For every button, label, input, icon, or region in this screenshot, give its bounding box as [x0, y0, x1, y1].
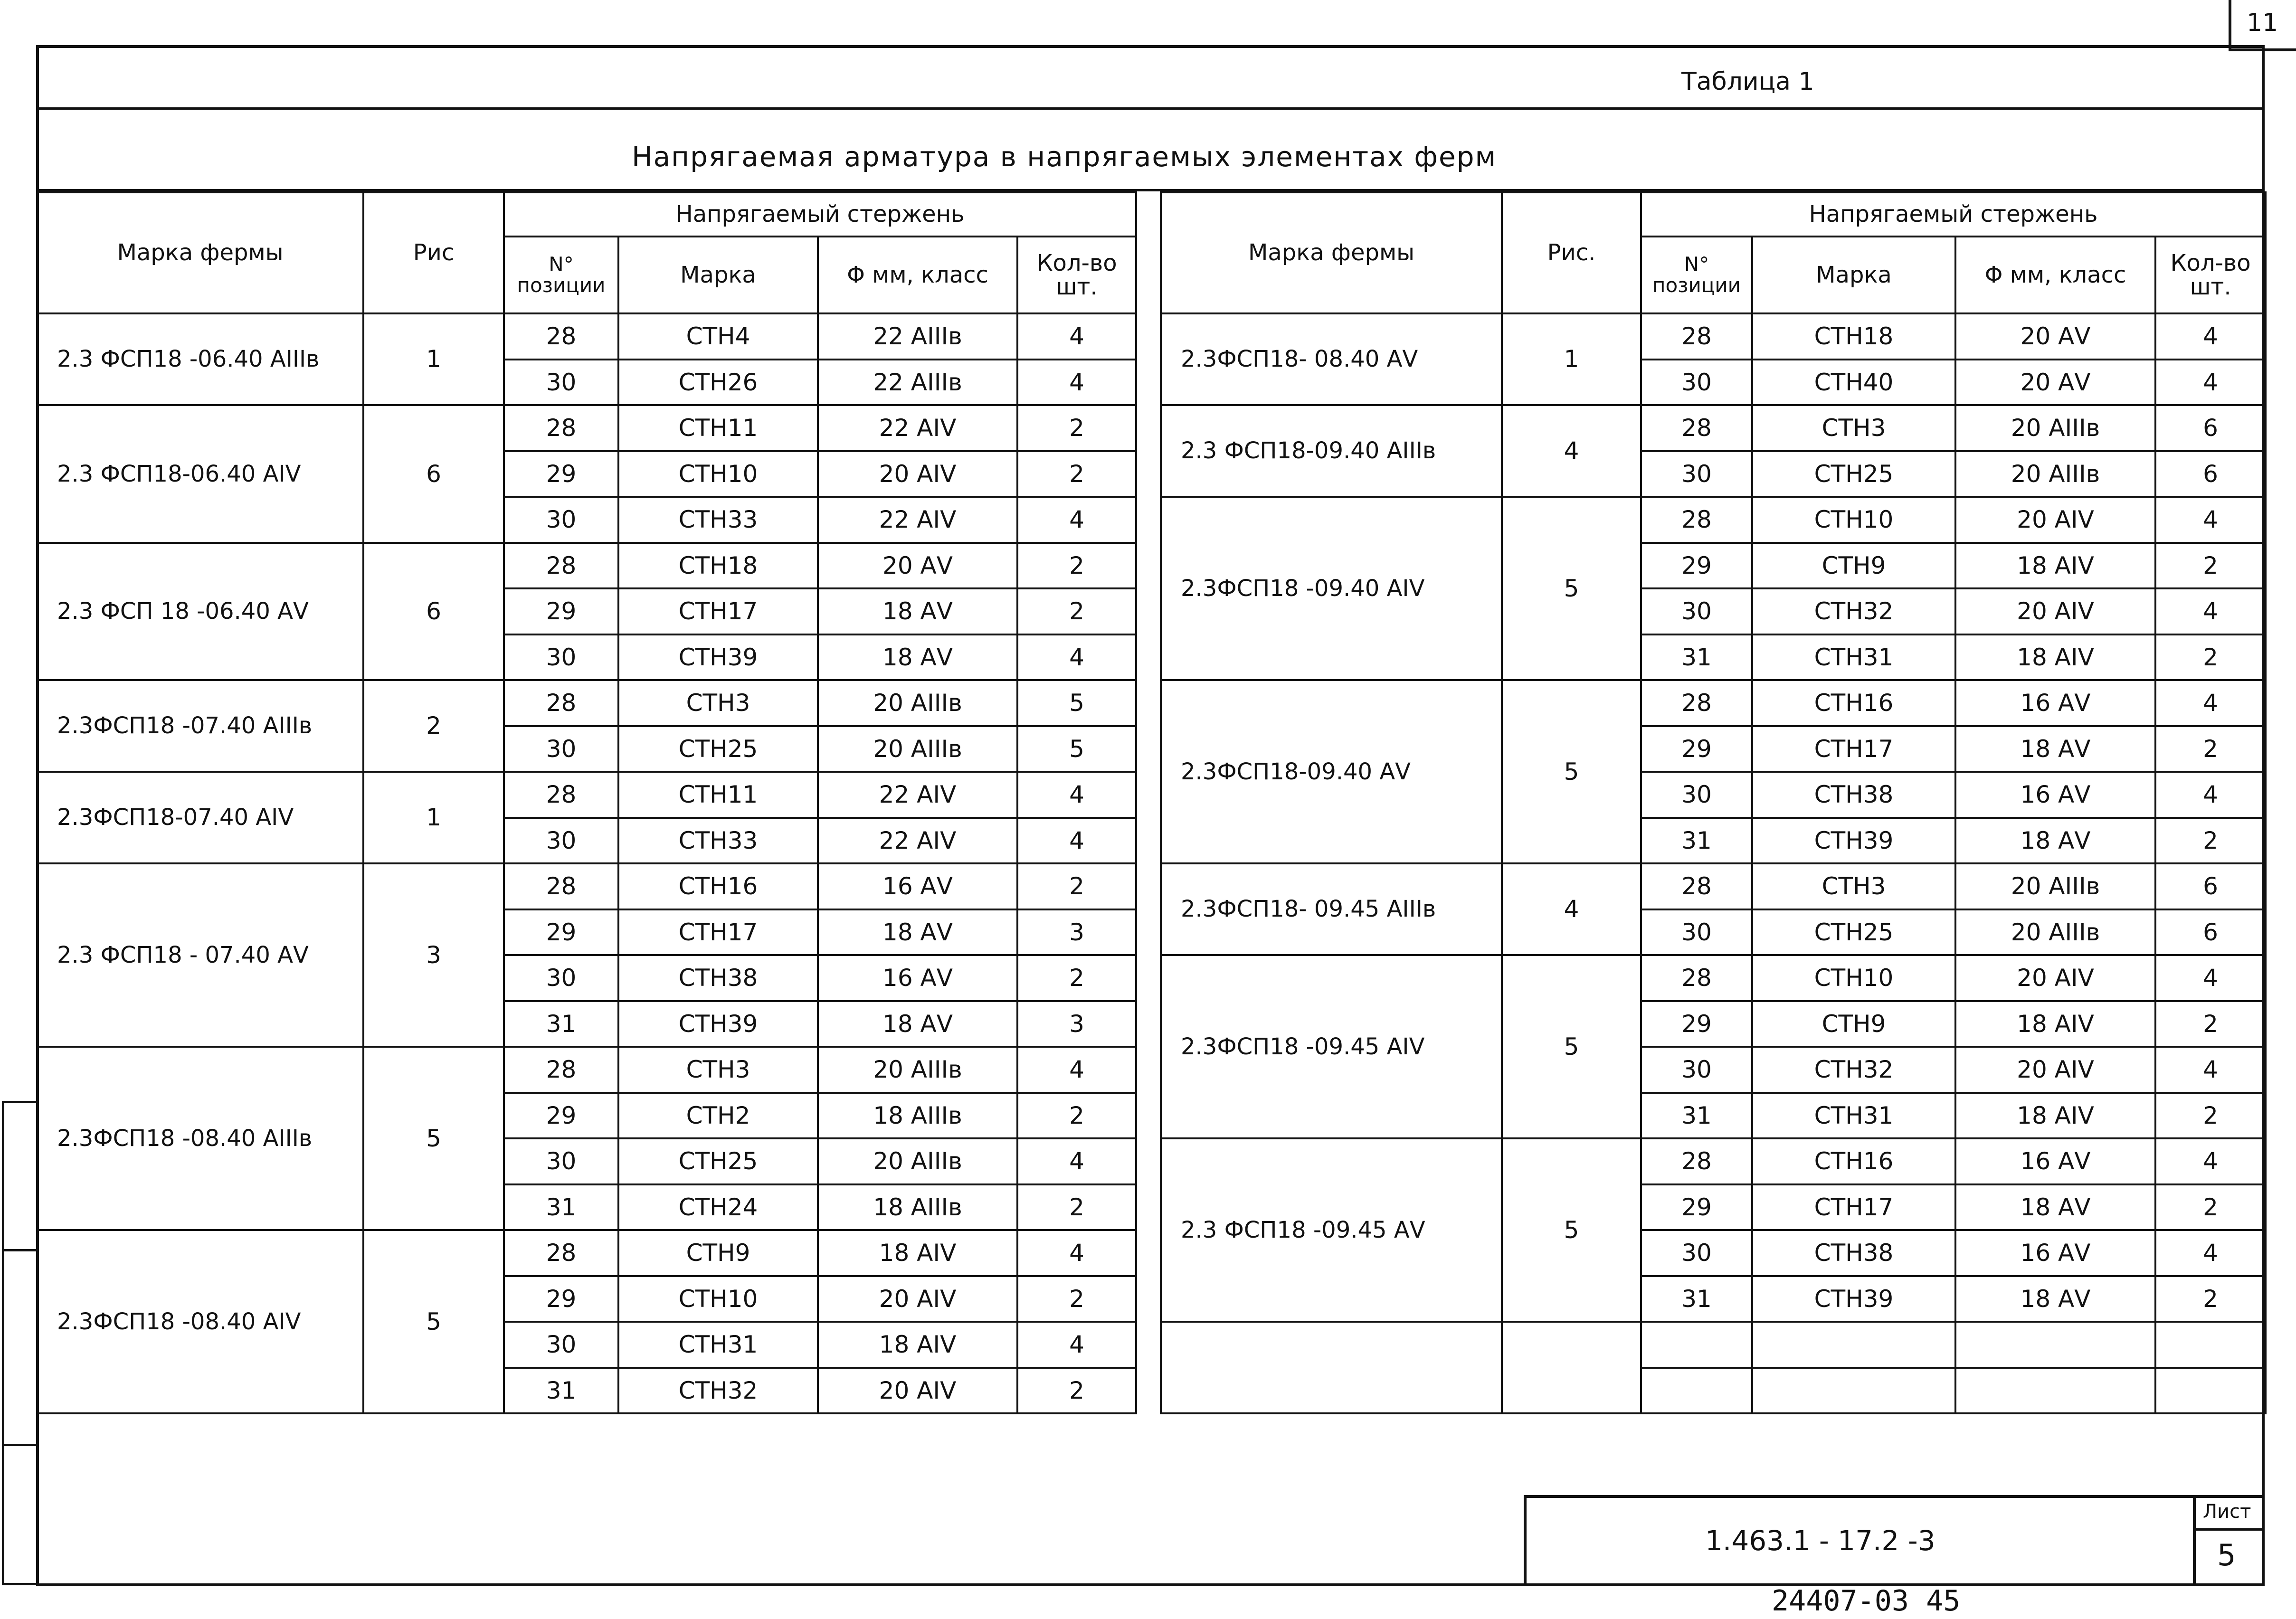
table-row — [1161, 405, 2266, 451]
rod-mark: СТН25 — [618, 1138, 818, 1184]
figure-number: 1 — [1502, 313, 1641, 405]
diameter-class: 20 АIIIв — [1955, 909, 2155, 956]
diameter-class: 18 АIV — [1955, 1093, 2155, 1139]
rod-mark: СТН17 — [1752, 726, 1955, 772]
quantity: 2 — [2155, 1276, 2266, 1322]
header-rod-mark: Марка — [618, 237, 818, 313]
header-qty: Кол-во шт. — [2155, 237, 2266, 313]
sheet-number: 5 — [2217, 1538, 2236, 1572]
truss-mark: 2.3ФСП18 -09.45 АIV — [1161, 955, 1502, 1138]
position-number: 31 — [1641, 818, 1752, 864]
position-number: 28 — [1641, 313, 1752, 360]
header-qty: Кол-во шт. — [1017, 237, 1136, 313]
position-number: 29 — [504, 1276, 618, 1322]
diameter-class: 18 АIV — [1955, 543, 2155, 589]
table-row — [37, 863, 1136, 909]
truss-mark: 2.3 ФСП18 - 07.40 АV — [37, 863, 363, 1047]
quantity: 2 — [2155, 726, 2266, 772]
figure-number: 4 — [1502, 405, 1641, 497]
table-row — [37, 313, 1136, 360]
table-row — [1161, 497, 2266, 543]
position-number: 30 — [504, 1138, 618, 1184]
diameter-class: 20 АIIIв — [1955, 451, 2155, 497]
table-title: Напрягаемая арматура в напрягаемых элементах ферм — [632, 141, 1497, 173]
header-pos: N° позиции — [504, 237, 618, 313]
diameter-class: 16 АV — [1955, 772, 2155, 818]
quantity: 6 — [2155, 451, 2266, 497]
quantity: 4 — [1017, 497, 1136, 543]
diameter-class: 20 АIIIв — [818, 1047, 1017, 1093]
quantity: 4 — [1017, 818, 1136, 864]
rod-mark: СТН9 — [1752, 1001, 1955, 1047]
diameter-class: 18 АIIIв — [818, 1184, 1017, 1231]
header-dia: Φ мм, класс — [818, 237, 1017, 313]
empty-cell — [1955, 1368, 2155, 1414]
title-block-divider — [2193, 1495, 2196, 1586]
position-number: 30 — [1641, 909, 1752, 956]
header-group: Напрягаемый стержень — [1641, 192, 2266, 237]
figure-number: 5 — [363, 1047, 504, 1230]
rod-mark: СТН10 — [618, 1276, 818, 1322]
truss-mark: 2.3ФСП18 -07.40 АIIIв — [37, 680, 363, 772]
table-row — [37, 680, 1136, 726]
position-number: 30 — [504, 360, 618, 406]
position-number: 30 — [504, 955, 618, 1001]
figure-number: 6 — [363, 405, 504, 543]
quantity: 6 — [2155, 405, 2266, 451]
quantity: 2 — [2155, 543, 2266, 589]
rod-mark: СТН3 — [1752, 405, 1955, 451]
rod-mark: СТН10 — [618, 451, 818, 497]
quantity: 2 — [1017, 1368, 1136, 1414]
header-dia: Φ мм, класс — [1955, 237, 2155, 313]
position-number: 29 — [504, 588, 618, 634]
figure-number: 5 — [1502, 1138, 1641, 1322]
diameter-class: 20 АIIIв — [1955, 405, 2155, 451]
figure-number: 3 — [363, 863, 504, 1047]
position-number: 28 — [1641, 405, 1752, 451]
diameter-class: 16 АV — [818, 955, 1017, 1001]
diameter-class: 20 АIIIв — [818, 726, 1017, 772]
diameter-class: 18 АV — [818, 634, 1017, 681]
header-fig: Рис — [363, 192, 504, 313]
quantity: 4 — [2155, 313, 2266, 360]
sheet-label: Лист — [2203, 1501, 2251, 1523]
diameter-class: 20 АIV — [818, 1276, 1017, 1322]
diameter-class: 18 АV — [818, 909, 1017, 956]
quantity: 5 — [1017, 680, 1136, 726]
label-row-divider — [36, 107, 2265, 110]
header-mark: Марка фермы — [1161, 192, 1502, 313]
position-number: 30 — [1641, 1230, 1752, 1276]
quantity: 4 — [2155, 955, 2266, 1001]
header-pos: N° позиции — [1641, 237, 1752, 313]
quantity: 4 — [1017, 1322, 1136, 1368]
rod-mark: СТН31 — [1752, 634, 1955, 681]
quantity: 2 — [1017, 543, 1136, 589]
quantity: 2 — [1017, 863, 1136, 909]
inventory-number: 24407-03 45 — [1772, 1584, 1961, 1618]
rod-mark: СТН4 — [618, 313, 818, 360]
diameter-class: 22 АIIIв — [818, 313, 1017, 360]
position-number: 30 — [504, 818, 618, 864]
table-row — [37, 1047, 1136, 1093]
diameter-class: 22 АIV — [818, 818, 1017, 864]
truss-mark: 2.3ФСП18-07.40 АIV — [37, 772, 363, 863]
rod-mark: СТН39 — [618, 634, 818, 681]
position-number: 31 — [504, 1368, 618, 1414]
diameter-class: 22 АIV — [818, 497, 1017, 543]
diameter-class: 22 АIIIв — [818, 360, 1017, 406]
position-number: 28 — [504, 863, 618, 909]
diameter-class: 16 АV — [1955, 1230, 2155, 1276]
diameter-class: 16 АV — [1955, 1138, 2155, 1184]
rod-mark: СТН38 — [1752, 1230, 1955, 1276]
rod-mark: СТН3 — [1752, 863, 1955, 909]
rod-mark: СТН25 — [1752, 909, 1955, 956]
quantity: 5 — [1017, 726, 1136, 772]
position-number: 31 — [1641, 634, 1752, 681]
quantity: 6 — [2155, 863, 2266, 909]
truss-mark: 2.3ФСП18 -09.40 АIV — [1161, 497, 1502, 680]
quantity: 2 — [2155, 818, 2266, 864]
rod-mark: СТН18 — [1752, 313, 1955, 360]
rod-mark: СТН39 — [1752, 1276, 1955, 1322]
quantity: 3 — [1017, 1001, 1136, 1047]
header-mark: Марка фермы — [37, 192, 363, 313]
position-number: 28 — [504, 1047, 618, 1093]
rod-mark: СТН18 — [618, 543, 818, 589]
header-fig: Рис. — [1502, 192, 1641, 313]
position-number: 28 — [1641, 680, 1752, 726]
diameter-class: 18 АV — [1955, 1276, 2155, 1322]
position-number: 28 — [504, 1230, 618, 1276]
empty-row — [1161, 1322, 2266, 1368]
rod-mark: СТН3 — [618, 680, 818, 726]
diameter-class: 22 АIV — [818, 405, 1017, 451]
quantity: 2 — [2155, 1093, 2266, 1139]
table-row — [1161, 680, 2266, 726]
position-number: 28 — [504, 680, 618, 726]
quantity: 4 — [2155, 772, 2266, 818]
quantity: 4 — [1017, 1138, 1136, 1184]
position-number: 28 — [504, 405, 618, 451]
position-number: 28 — [1641, 863, 1752, 909]
truss-mark: 2.3ФСП18 -08.40 АIIIв — [37, 1047, 363, 1230]
rod-mark: СТН25 — [618, 726, 818, 772]
table-row — [37, 772, 1136, 818]
position-number: 30 — [1641, 451, 1752, 497]
rod-mark: СТН11 — [618, 772, 818, 818]
diameter-class: 20 АV — [1955, 313, 2155, 360]
empty-cell — [1641, 1322, 1752, 1368]
table-row — [37, 405, 1136, 451]
quantity: 4 — [1017, 772, 1136, 818]
position-number: 30 — [1641, 1047, 1752, 1093]
rod-mark: СТН31 — [618, 1322, 818, 1368]
position-number: 31 — [504, 1184, 618, 1231]
diameter-class: 20 АIV — [1955, 1047, 2155, 1093]
diameter-class: 18 АV — [818, 1001, 1017, 1047]
diameter-class: 22 АIV — [818, 772, 1017, 818]
rod-mark: СТН26 — [618, 360, 818, 406]
table-row — [1161, 863, 2266, 909]
rod-mark: СТН16 — [618, 863, 818, 909]
rod-mark: СТН24 — [618, 1184, 818, 1231]
quantity: 4 — [2155, 680, 2266, 726]
position-number: 28 — [504, 543, 618, 589]
document-code: 1.463.1 - 17.2 -3 — [1705, 1524, 1935, 1557]
position-number: 31 — [1641, 1276, 1752, 1322]
header-rod-mark: Марка — [1752, 237, 1955, 313]
binding-strip — [2, 1101, 39, 1585]
corner-box-left — [2229, 0, 2231, 51]
diameter-class: 18 АV — [1955, 1184, 2155, 1231]
quantity: 2 — [1017, 405, 1136, 451]
position-number: 30 — [1641, 588, 1752, 634]
quantity: 6 — [2155, 909, 2266, 956]
empty-cell — [2155, 1322, 2266, 1368]
position-number: 31 — [1641, 1093, 1752, 1139]
rod-mark: СТН38 — [1752, 772, 1955, 818]
quantity: 2 — [1017, 955, 1136, 1001]
rod-mark: СТН17 — [618, 588, 818, 634]
diameter-class: 16 АV — [818, 863, 1017, 909]
diameter-class: 20 АIV — [1955, 588, 2155, 634]
diameter-class: 20 АV — [1955, 360, 2155, 406]
truss-mark: 2.3 ФСП 18 -06.40 АV — [37, 543, 363, 681]
rod-mark: СТН10 — [1752, 955, 1955, 1001]
position-number: 29 — [504, 451, 618, 497]
diameter-class: 18 АV — [1955, 818, 2155, 864]
quantity: 4 — [2155, 497, 2266, 543]
quantity: 4 — [2155, 360, 2266, 406]
position-number: 28 — [1641, 497, 1752, 543]
diameter-class: 18 АIV — [818, 1230, 1017, 1276]
quantity: 2 — [2155, 1184, 2266, 1231]
empty-cell — [1161, 1322, 1502, 1413]
position-number: 29 — [1641, 1001, 1752, 1047]
rod-mark: СТН16 — [1752, 1138, 1955, 1184]
position-number: 29 — [504, 1093, 618, 1139]
diameter-class: 18 АV — [818, 588, 1017, 634]
header-group: Напрягаемый стержень — [504, 192, 1136, 237]
truss-mark: 2.3 ФСП18 -09.45 АV — [1161, 1138, 1502, 1322]
quantity: 2 — [1017, 1276, 1136, 1322]
position-number: 30 — [1641, 772, 1752, 818]
rod-mark: СТН2 — [618, 1093, 818, 1139]
truss-mark: 2.3 ФСП18 -06.40 АIIIв — [37, 313, 363, 405]
position-number: 28 — [1641, 1138, 1752, 1184]
empty-cell — [1955, 1322, 2155, 1368]
quantity: 2 — [1017, 451, 1136, 497]
truss-mark: 2.3ФСП18- 08.40 АV — [1161, 313, 1502, 405]
position-number: 28 — [1641, 955, 1752, 1001]
position-number: 30 — [504, 726, 618, 772]
rod-mark: СТН40 — [1752, 360, 1955, 406]
rod-mark: СТН32 — [618, 1368, 818, 1414]
rod-mark: СТН39 — [1752, 818, 1955, 864]
quantity: 4 — [1017, 1230, 1136, 1276]
table-label: Таблица 1 — [1681, 67, 1814, 96]
corner-number: 11 — [2247, 9, 2278, 37]
diameter-class: 18 АIV — [1955, 1001, 2155, 1047]
figure-number: 5 — [1502, 497, 1641, 680]
position-number: 30 — [504, 1322, 618, 1368]
truss-mark: 2.3ФСП18 -08.40 АIV — [37, 1230, 363, 1413]
quantity: 2 — [2155, 634, 2266, 681]
diameter-class: 18 АV — [1955, 726, 2155, 772]
rod-mark: СТН16 — [1752, 680, 1955, 726]
rod-mark: СТН17 — [618, 909, 818, 956]
quantity: 4 — [2155, 1047, 2266, 1093]
position-number: 30 — [1641, 360, 1752, 406]
table-row — [37, 543, 1136, 589]
figure-number: 6 — [363, 543, 504, 681]
table-row — [1161, 313, 2266, 360]
position-number: 28 — [504, 772, 618, 818]
figure-number: 4 — [1502, 863, 1641, 955]
quantity: 2 — [2155, 1001, 2266, 1047]
binding-strip-divider — [2, 1444, 39, 1446]
rod-mark: СТН3 — [618, 1047, 818, 1093]
rod-mark: СТН38 — [618, 955, 818, 1001]
quantity: 3 — [1017, 909, 1136, 956]
empty-cell — [1502, 1322, 1641, 1413]
rod-mark: СТН9 — [1752, 543, 1955, 589]
right-rebar-table — [1160, 191, 2267, 1414]
figure-number: 1 — [363, 772, 504, 863]
position-number: 30 — [504, 497, 618, 543]
diameter-class: 18 АIIIв — [818, 1093, 1017, 1139]
diameter-class: 20 АIV — [1955, 497, 2155, 543]
quantity: 4 — [1017, 313, 1136, 360]
rod-mark: СТН25 — [1752, 451, 1955, 497]
diameter-class: 20 АIV — [818, 451, 1017, 497]
truss-mark: 2.3 ФСП18-09.40 АIIIв — [1161, 405, 1502, 497]
rod-mark: СТН31 — [1752, 1093, 1955, 1139]
position-number: 29 — [504, 909, 618, 956]
table-row — [1161, 955, 2266, 1001]
position-number: 31 — [504, 1001, 618, 1047]
empty-cell — [2155, 1368, 2266, 1414]
left-rebar-table — [36, 191, 1137, 1414]
binding-strip-divider — [2, 1249, 39, 1251]
diameter-class: 20 АIIIв — [818, 1138, 1017, 1184]
rod-mark: СТН32 — [1752, 1047, 1955, 1093]
rod-mark: СТН33 — [618, 818, 818, 864]
figure-number: 2 — [363, 680, 504, 772]
rod-mark: СТН9 — [618, 1230, 818, 1276]
diameter-class: 18 АIV — [818, 1322, 1017, 1368]
rod-mark: СТН11 — [618, 405, 818, 451]
position-number: 29 — [1641, 1184, 1752, 1231]
quantity: 4 — [2155, 588, 2266, 634]
rod-mark: СТН33 — [618, 497, 818, 543]
sheet-label-divider — [2193, 1528, 2265, 1531]
table-row — [1161, 1138, 2266, 1184]
empty-cell — [1641, 1368, 1752, 1414]
position-number: 29 — [1641, 726, 1752, 772]
truss-mark: 2.3ФСП18-09.40 АV — [1161, 680, 1502, 863]
diameter-class: 20 АIV — [1955, 955, 2155, 1001]
quantity: 4 — [2155, 1138, 2266, 1184]
quantity: 2 — [1017, 1184, 1136, 1231]
quantity: 4 — [1017, 634, 1136, 681]
diameter-class: 18 АIV — [1955, 634, 2155, 681]
empty-cell — [1752, 1368, 1955, 1414]
diameter-class: 16 АV — [1955, 680, 2155, 726]
table-row — [37, 1230, 1136, 1276]
rod-mark: СТН10 — [1752, 497, 1955, 543]
figure-number: 5 — [1502, 955, 1641, 1138]
truss-mark: 2.3ФСП18- 09.45 АIIIв — [1161, 863, 1502, 955]
quantity: 2 — [1017, 588, 1136, 634]
position-number: 30 — [504, 634, 618, 681]
diameter-class: 20 АV — [818, 543, 1017, 589]
figure-number: 5 — [363, 1230, 504, 1413]
rod-mark: СТН17 — [1752, 1184, 1955, 1231]
figure-number: 1 — [363, 313, 504, 405]
truss-mark: 2.3 ФСП18-06.40 АIV — [37, 405, 363, 543]
quantity: 4 — [2155, 1230, 2266, 1276]
diameter-class: 20 АIIIв — [818, 680, 1017, 726]
position-number: 29 — [1641, 543, 1752, 589]
diameter-class: 20 АIIIв — [1955, 863, 2155, 909]
diameter-class: 20 АIV — [818, 1368, 1017, 1414]
empty-cell — [1752, 1322, 1955, 1368]
rod-mark: СТН39 — [618, 1001, 818, 1047]
position-number: 28 — [504, 313, 618, 360]
quantity: 2 — [1017, 1093, 1136, 1139]
quantity: 4 — [1017, 1047, 1136, 1093]
figure-number: 5 — [1502, 680, 1641, 863]
rod-mark: СТН32 — [1752, 588, 1955, 634]
quantity: 4 — [1017, 360, 1136, 406]
